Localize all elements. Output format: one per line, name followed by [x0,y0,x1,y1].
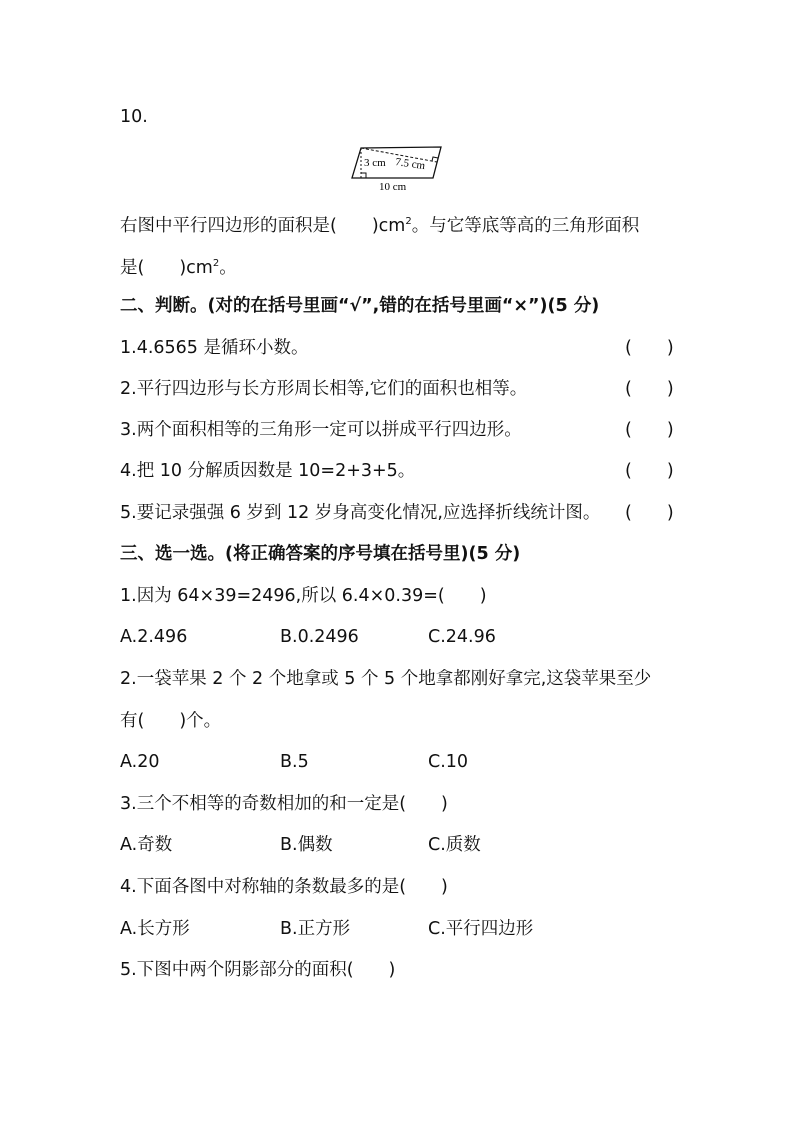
option-b[interactable]: B.偶数 [280,835,333,855]
option-a[interactable]: A.长方形 [120,919,190,939]
side-label: 7.5 cm [394,156,426,173]
option-a[interactable]: A.20 [120,752,160,772]
option-c[interactable]: C.质数 [428,835,481,855]
option-a[interactable]: A.奇数 [120,835,173,855]
parallelogram-figure [345,140,450,195]
option-b[interactable]: B.5 [280,752,309,772]
choice-question: 1.因为 64×39=2496,所以 6.4×0.39=( ) [120,586,487,606]
choice-question: 4.下面各图中对称轴的条数最多的是( ) [120,877,448,897]
answer-bracket[interactable]: ( ) [625,379,674,399]
option-c[interactable]: C.24.96 [428,627,496,647]
question-number: 10. [120,107,148,127]
judge-item: 4.把 10 分解质因数是 10=2+3+5。 [120,461,416,481]
option-a[interactable]: A.2.496 [120,627,188,647]
option-b[interactable]: B.正方形 [280,919,351,939]
choice-question: 3.三个不相等的奇数相加的和一定是( ) [120,794,448,814]
answer-bracket[interactable]: ( ) [625,338,674,358]
choice-question-cont: 有( )个。 [120,711,222,731]
judge-item: 1.4.6565 是循环小数。 [120,338,309,358]
base-label: 10 cm [379,181,407,193]
q10-line2: 是( )$cm^2$。 [120,257,237,278]
choice-question: 2.一袋苹果 2 个 2 个地拿或 5 个 5 个地拿都刚好拿完,这袋苹果至少 [120,669,652,689]
option-b[interactable]: B.0.2496 [280,627,359,647]
answer-bracket[interactable]: ( ) [625,461,674,481]
option-c[interactable]: C.平行四边形 [428,919,534,939]
height-label: 3 cm [364,157,386,169]
answer-bracket[interactable]: ( ) [625,503,674,523]
q10-line1: 右图中平行四边形的面积是( )$cm^2$。与它等底等高的三角形面积 [120,215,640,236]
section2-title: 二、判断。(对的在括号里画“√”,错的在括号里画“×”)(5 分) [120,296,600,316]
section3-title: 三、选一选。(将正确答案的序号填在括号里)(5 分) [120,544,521,564]
judge-item: 2.平行四边形与长方形周长相等,它们的面积也相等。 [120,379,528,399]
option-c[interactable]: C.10 [428,752,469,772]
choice-question: 5.下图中两个阴影部分的面积( ) [120,960,396,980]
judge-item: 5.要记录强强 6 岁到 12 岁身高变化情况,应选择折线统计图。 [120,503,601,523]
answer-bracket[interactable]: ( ) [625,420,674,440]
judge-item: 3.两个面积相等的三角形一定可以拼成平行四边形。 [120,420,522,440]
